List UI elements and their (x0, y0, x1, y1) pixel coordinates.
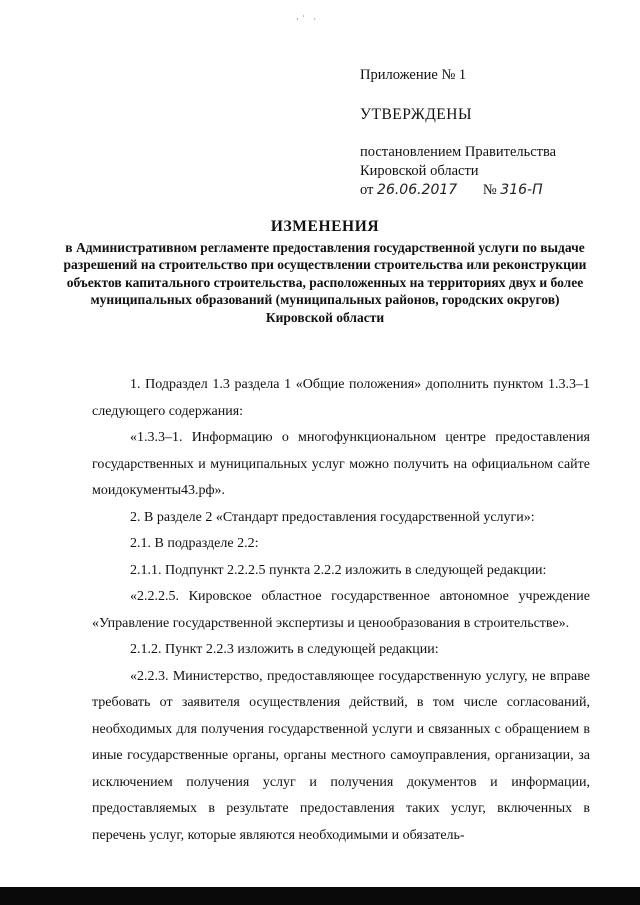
scan-specks: ·˙ · (296, 14, 320, 24)
decree-line: постановлением Правительства (360, 144, 557, 160)
document-title (60, 218, 590, 326)
title-heading: ИЗМЕНЕНИЯ (270, 218, 380, 235)
paragraph: 2.1.1. Подпункт 2.2.2.5 пункта 2.2.2 изложить в следующей редакции: (130, 562, 547, 578)
annex-label: Приложение № 1 (360, 67, 467, 83)
number-prefix: № (482, 182, 497, 198)
date-prefix: от (360, 182, 374, 198)
paragraph: «2.2.3. Министерство, предоставляющее государственную услугу, не вправе требовать от заявителя осуществления действий, в том числе согласований, необходимых для получения государственной услуги и связанных с обращением в иные государственные органы, органы местного самоуправления, организации, за исключением получения услуг и получения документов и информации, предоставляемых в результате предоставления таких услуг, включенных в перечень услуг, которые являются необходимыми и обязатель- (92, 668, 590, 843)
handwritten-number: 316-П (500, 182, 543, 198)
paragraph: 2.1.2. Пункт 2.2.3 изложить в следующей редакции: (130, 642, 439, 657)
approved-label: УТВЕРЖДЕНЫ (360, 106, 472, 123)
document-body (92, 372, 590, 849)
paragraph: «1.3.3–1. Информацию о многофункциональном центре предоставления государственных и муниципальных услуг можно получить на официальном сайте моидокументы43.рф». (92, 430, 590, 498)
paragraph: 2. В разделе 2 «Стандарт предоставления государственной услуги»: (130, 509, 535, 525)
paragraph: 1. Подраздел 1.3 раздела 1 «Общие положения» дополнить пунктом 1.3.3–1 следующего содержания: (92, 377, 590, 419)
approval-block (360, 66, 620, 200)
scan-bottom-edge (0, 887, 640, 905)
paragraph: «2.2.2.5. Кировское областное государственное автономное учреждение «Управление государственной экспертизы и ценообразования в строительстве». (92, 589, 590, 631)
title-subtitle: в Административном регламенте предоставления государственной услуги по выдаче разрешений на строительство при осуществлении строительства или реконструкции объектов капитального строительства, расположенных на территориях двух и более муниципальных образований (муниципальных районов, городских округов) Кировской области (63, 240, 587, 325)
paragraph: 2.1. В подразделе 2.2: (130, 536, 259, 551)
handwritten-date: 26.06.2017 (377, 182, 458, 198)
date-number-line (360, 181, 620, 200)
region-line: Кировской области (360, 163, 479, 179)
